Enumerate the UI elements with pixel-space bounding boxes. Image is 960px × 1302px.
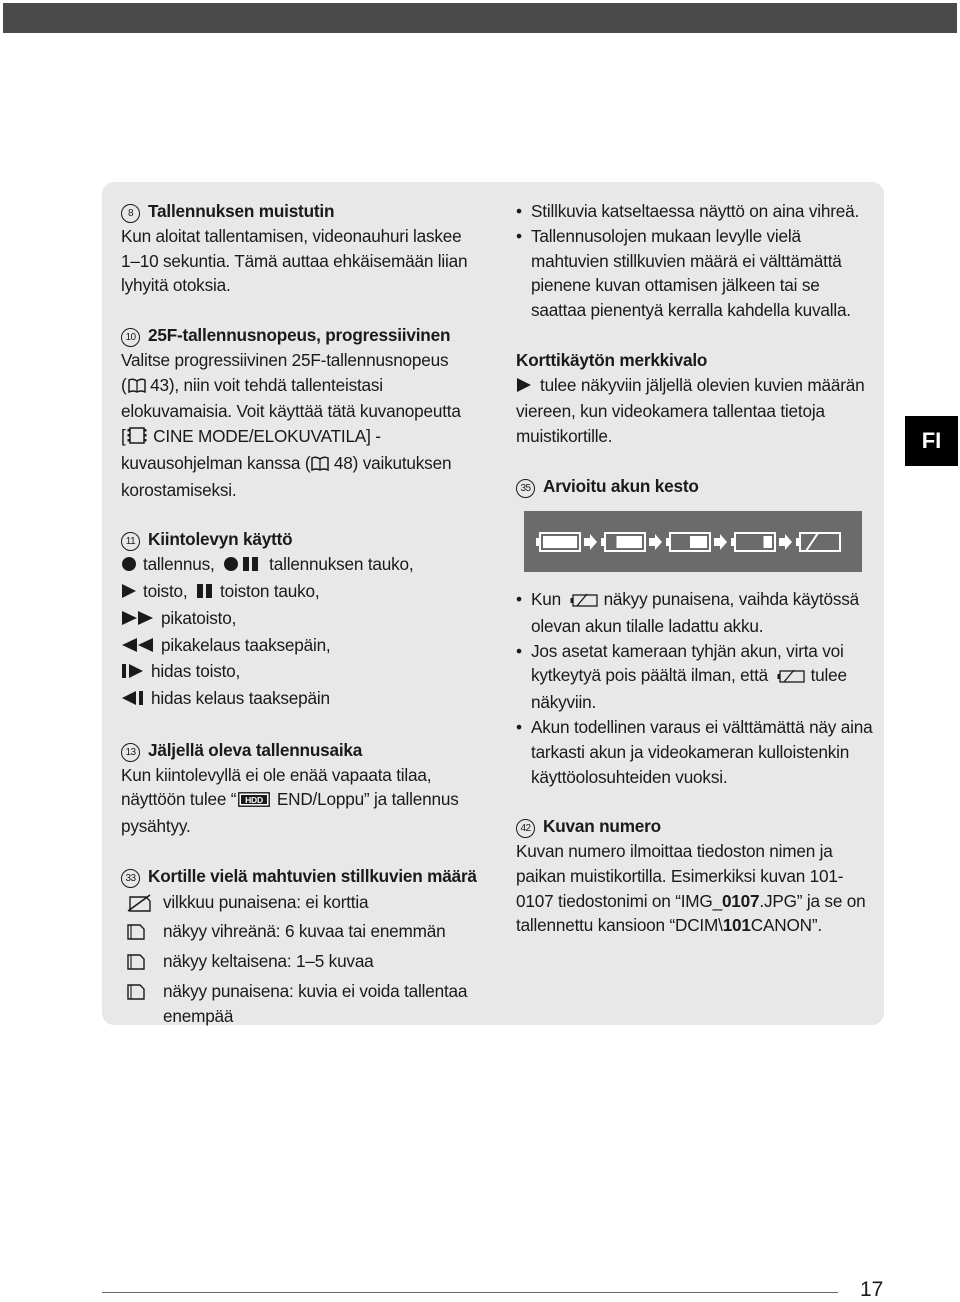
text-line: näyttöön tulee “ HDD END/Loppu” ja tallennus — [121, 787, 491, 814]
page-number: 17 — [860, 1278, 884, 1301]
section-25f-frame-rate — [121, 323, 491, 503]
arrow-right-icon — [584, 534, 597, 550]
card-access-text: tulee näkyviin jäljellä olevien kuvien määrän viereen, kun videokamera tallentaa tietoja muistikortille. — [516, 374, 865, 447]
text-line: pikakelaus taaksepäin, — [121, 633, 491, 660]
battery-level-illustration — [524, 511, 862, 572]
section-image-number — [516, 814, 876, 938]
memory-card-icon — [126, 953, 146, 978]
no-card-icon — [126, 894, 152, 919]
book-icon — [311, 453, 329, 478]
text-line: 0107 tiedostonimi on “IMG_0107.JPG” ja se on — [516, 890, 866, 911]
text-line: [ CINE MODE/ELOKUVATILA] - — [121, 424, 491, 451]
callout-number: 42 — [516, 819, 535, 838]
callout-number: 11 — [121, 532, 140, 551]
battery-icon — [601, 533, 645, 551]
text-line: ( 43), niin voit tehdä tallenteistasi — [121, 373, 491, 400]
text-line: toisto, toiston tauko, — [121, 579, 491, 606]
title-text: Kuvan numero — [543, 816, 661, 837]
title-text: Kiintolevyn käyttö — [148, 529, 293, 550]
section-remaining-time — [121, 738, 491, 839]
title-text: Tallennuksen muistutin — [148, 201, 335, 221]
battery-icon — [731, 533, 775, 551]
section-title — [121, 323, 491, 348]
header-bar — [3, 3, 957, 33]
bullet-item: • Akun todellinen varaus ei välttämättä näy aina tarkasti akun ja videokameran kulloistenkin käyttöolosuhteiden vuoksi. — [516, 715, 876, 789]
title-text: Jäljellä oleva tallennusaika — [148, 739, 363, 760]
empty-battery-icon — [777, 665, 807, 690]
card-status-row: näkyy vihreänä: 6 kuvaa tai enemmän — [121, 919, 491, 944]
arrow-right-icon — [779, 534, 792, 550]
section-title — [516, 474, 876, 499]
text-line: tallennettu kansioon “DCIM\101CANON”. — [516, 915, 822, 936]
right-column — [516, 199, 876, 499]
callout-number: 13 — [121, 743, 140, 762]
play-icon — [516, 375, 532, 400]
book-icon — [128, 375, 146, 400]
cine-mode-icon — [127, 426, 147, 451]
footer-rule — [102, 1292, 838, 1293]
section-title — [121, 864, 491, 889]
slow-play-icon — [121, 661, 145, 686]
arrow-right-icon — [649, 534, 662, 550]
text-line: lyhyitä otoksia. — [121, 275, 231, 296]
text-line: pysähtyy. — [121, 816, 191, 837]
right-column-lower — [516, 587, 876, 938]
section-card-access — [516, 348, 876, 449]
text-line: Valitse progressiivinen 25F-tallennusnopeus — [121, 349, 449, 370]
hdd-icon — [238, 789, 270, 814]
text-line: korostamiseksi. — [121, 479, 237, 500]
rewind-icon — [121, 635, 155, 660]
callout-number: 33 — [121, 869, 140, 888]
section-title — [121, 527, 491, 552]
text-line: paikan muistikortilla. Esimerkiksi kuvan 101- — [516, 865, 844, 886]
svg-text:HDD: HDD — [245, 795, 264, 806]
text-line: pikatoisto, — [121, 606, 491, 633]
section-remaining-stills — [121, 864, 491, 1029]
battery-icon — [666, 533, 710, 551]
play-icon — [121, 581, 137, 606]
text-line: elokuvamaisia. Voit käyttää tätä kuvanopeutta — [121, 401, 461, 422]
callout-number: 35 — [516, 479, 535, 498]
text-line: hidas toisto, — [121, 659, 491, 686]
text-line: Kun aloitat tallentamisen, videonauhuri laskee — [121, 225, 462, 246]
text-line: Kun kiintolevyllä ei ole enää vapaata tilaa, — [121, 764, 432, 785]
memory-card-icon — [126, 923, 146, 948]
battery-sequence — [524, 511, 862, 572]
record-icon — [121, 554, 137, 579]
left-column — [121, 199, 491, 1029]
card-status-row: näkyy keltaisena: 1–5 kuvaa — [121, 949, 491, 974]
callout-number: 8 — [121, 204, 140, 223]
section-title — [121, 738, 491, 763]
memory-card-icon — [126, 983, 146, 1008]
title-text: 25F-tallennusnopeus, progressiivinen — [148, 324, 451, 345]
callout-number: 10 — [121, 328, 140, 347]
pause-icon — [196, 581, 214, 606]
slow-reverse-icon — [121, 688, 145, 713]
bullet-item: • Stillkuvia katseltaessa näyttö on aina vihreä. — [516, 199, 876, 224]
battery-icon — [796, 533, 840, 551]
text-line: 1–10 sekuntia. Tämä auttaa ehkäisemään liian — [121, 250, 468, 271]
title-text: Arvioitu akun kesto — [543, 475, 699, 496]
arrow-right-icon — [714, 534, 727, 550]
text-line: Kuvan numero ilmoittaa tiedoston nimen ja — [516, 840, 833, 861]
record-pause-icon — [223, 554, 263, 579]
section-recording-reminder — [121, 199, 491, 298]
battery-icon — [536, 533, 580, 551]
section-title: Korttikäytön merkkivalo — [516, 349, 708, 370]
card-status-row: vilkkuu punaisena: ei korttia — [121, 890, 491, 915]
text-line: tallennus, tallennuksen tauko, — [121, 552, 491, 579]
fast-forward-icon — [121, 608, 155, 633]
card-status-row: näkyy punaisena: kuvia ei voida tallentaa enempää — [121, 979, 491, 1029]
bullet-item: • Jos asetat kameraan tyhjän akun, virta voi kytkeytyä pois päältä ilman, että tulee näkyviin. — [516, 639, 876, 715]
bullet-item: • Kun näkyy punaisena, vaihda käytössä olevan akun tilalle ladattu akku. — [516, 587, 876, 639]
section-hdd-operation — [121, 527, 491, 713]
empty-battery-icon — [570, 589, 600, 614]
section-title — [516, 814, 876, 839]
title-text: Kortille vielä mahtuvien stillkuvien määrä — [148, 865, 477, 886]
language-tab: FI — [905, 416, 958, 466]
text-line: kuvausohjelman kanssa ( 48) vaikutuksen — [121, 451, 491, 478]
bullet-item: • Tallennusolojen mukaan levylle vielä mahtuvien stillkuvien määrä ei välttämättä pienene kuvan ottamisen jälkeen tai se saattaa pienentyä kerralla kahdella kuvalla. — [516, 224, 876, 323]
section-title — [121, 199, 491, 224]
text-line: hidas kelaus taaksepäin — [121, 686, 491, 713]
